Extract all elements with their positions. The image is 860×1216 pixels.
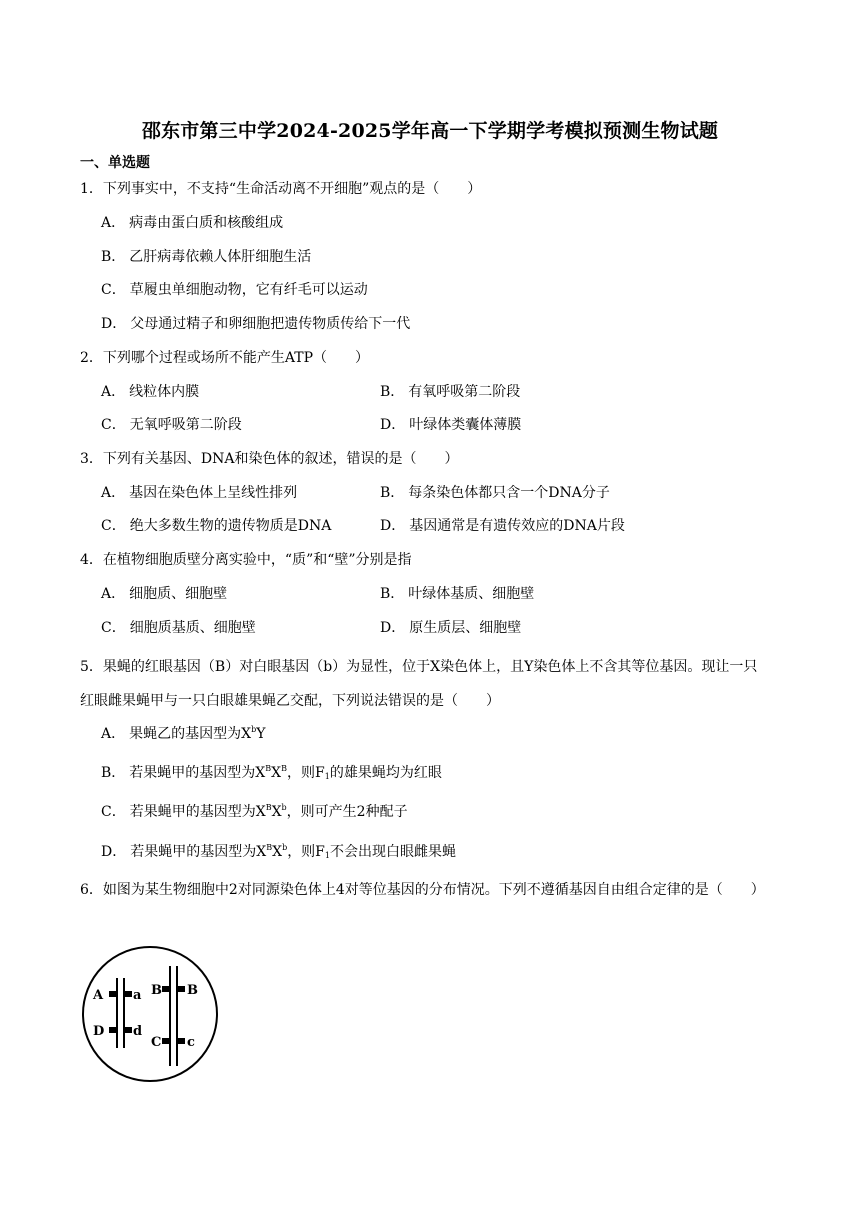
gene-locus-d [125, 1027, 132, 1033]
q3-option-d: D． 基因通常是有遗传效应的DNA片段 [380, 518, 625, 534]
q4-option-c: C． 细胞质基质、细胞壁 [101, 620, 256, 636]
gene-label-D: D [93, 1024, 105, 1039]
gene-locus-a [125, 991, 132, 997]
cell-outline [83, 947, 217, 1081]
question-4-stem: 4．在植物细胞质壁分离实验中，“质”和“壁”分别是指 [80, 552, 412, 568]
q3-option-a: A． 基因在染色体上呈线性排列 [101, 485, 298, 501]
gene-locus-c [178, 1038, 185, 1044]
gene-locus-B2 [178, 986, 185, 992]
gene-label-C: C [151, 1035, 162, 1050]
q4-option-b: B． 叶绿体基质、细胞壁 [380, 586, 535, 602]
q1-option-b: B． 乙肝病毒依赖人体肝细胞生活 [101, 249, 312, 265]
q1-option-c: C． 草履虫单细胞动物，它有纤毛可以运动 [101, 282, 368, 298]
gene-locus-A [109, 991, 116, 997]
q2-option-d: D． 叶绿体类囊体薄膜 [380, 417, 522, 433]
gene-label-A: A [93, 988, 104, 1003]
gene-label-B-right: B [187, 983, 198, 998]
gene-label-B-left: B [151, 983, 162, 998]
question-2-stem: 2．下列哪个过程或场所不能产生ATP（ ） [80, 350, 370, 366]
gene-locus-C [162, 1038, 169, 1044]
q4-option-a: A． 细胞质、细胞壁 [101, 586, 228, 602]
q1-option-a: A． 病毒由蛋白质和核酸组成 [101, 215, 284, 231]
section-heading: 一、单选题 [80, 155, 150, 171]
q5-option-b: B． 若果蝇甲的基因型为$X^BX^B$，则$F_1$的雄果蝇均为红眼 [101, 764, 442, 781]
q5-option-a: A． 果蝇乙的基因型为$X^bY$ [101, 725, 266, 742]
q1-option-d: D． 父母通过精子和卵细胞把遗传物质传给下一代 [101, 316, 411, 332]
q3-option-c: C． 绝大多数生物的遗传物质是DNA [101, 518, 332, 534]
question-3-stem: 3．下列有关基因、DNA和染色体的叙述，错误的是（ ） [80, 451, 459, 467]
q2-option-a: A． 线粒体内膜 [101, 384, 200, 400]
q5-option-d: D． 若果蝇甲的基因型为$X^BX^b$，则$F_1$不会出现白眼雌果蝇 [101, 843, 456, 860]
gene-locus-D [109, 1027, 116, 1033]
question-6-stem: 6．如图为某生物细胞中2对同源染色体上4对等位基因的分布情况。下列不遵循基因自由组合定律的是（ ） [80, 882, 765, 898]
q4-option-d: D． 原生质层、细胞壁 [380, 620, 522, 636]
question-1-stem: 1．下列事实中，不支持“生命活动离不开细胞”观点的是（ ） [80, 181, 482, 197]
gene-label-d: d [133, 1024, 143, 1039]
q2-option-c: C． 无氧呼吸第二阶段 [101, 417, 242, 433]
q2-option-b: B． 有氧呼吸第二阶段 [380, 384, 521, 400]
gene-locus-B1 [162, 986, 169, 992]
q3-option-b: B． 每条染色体都只含一个DNA分子 [380, 485, 610, 501]
chromosome-cell-figure [80, 944, 220, 1084]
gene-label-c: c [187, 1035, 195, 1050]
gene-label-a: a [133, 988, 142, 1003]
question-5-stem: 5．果蝇的红眼基因（B）对白眼基因（b）为显性，位于X染色体上，且Y染色体上不含其等位基因。现让一只红眼雌果蝇甲与一只白眼雄果蝇乙交配，下列说法错误的是（ ） [80, 659, 758, 709]
q5-option-c: C． 若果蝇甲的基因型为$X^BX^b$，则可产生2种配子 [101, 803, 408, 820]
page-title: 邵东市第三中学2024-2025学年高一下学期学考模拟预测生物试题 [141, 120, 719, 142]
